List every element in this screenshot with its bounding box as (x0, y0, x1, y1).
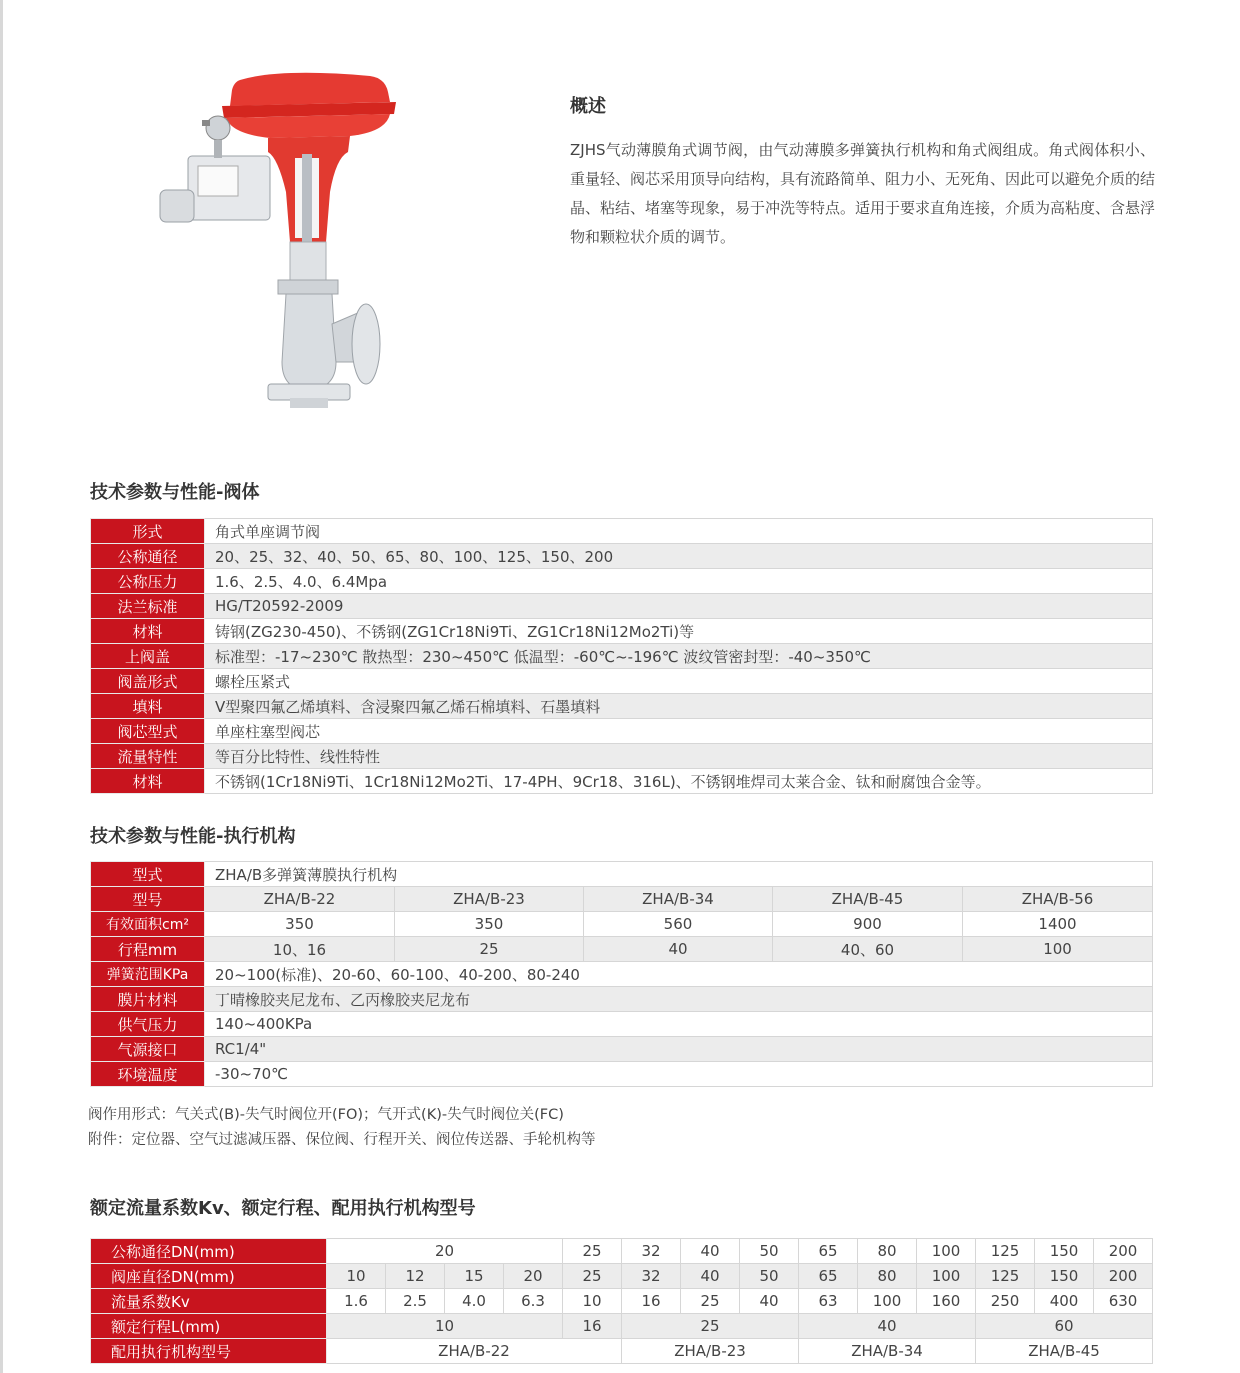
dn-cell: 32 (622, 1239, 681, 1264)
kv-cell: 63 (799, 1289, 858, 1314)
seat-cell: 50 (740, 1264, 799, 1289)
row-label: 阀盖形式 (91, 669, 205, 694)
table-row (91, 862, 1153, 887)
rated-stroke-cell: 25 (622, 1314, 799, 1339)
dn-cell: 80 (858, 1239, 917, 1264)
dn-cell: 50 (740, 1239, 799, 1264)
row-value: V型聚四氟乙烯填料、含浸聚四氟乙烯石棉填料、石墨填料 (205, 694, 1153, 719)
row-value: ZHA/B多弹簧薄膜执行机构 (205, 862, 1153, 887)
kv-section-title: 额定流量系数Kv、额定行程、配用执行机构型号 (90, 1198, 476, 1219)
area-cell: 350 (205, 912, 395, 937)
kv-cell: 40 (740, 1289, 799, 1314)
row-label: 弹簧范围KPa (91, 962, 205, 987)
stroke-cell: 25 (395, 937, 584, 962)
valve-body-section-title: 技术参数与性能-阀体 (90, 482, 260, 503)
row-value: -30~70℃ (205, 1062, 1153, 1087)
table-row (91, 962, 1153, 987)
dn-cell: 150 (1035, 1239, 1094, 1264)
rated-stroke-cell: 60 (976, 1314, 1153, 1339)
actuator-spec-table (90, 861, 1153, 1087)
row-value: 等百分比特性、线性特性 (205, 744, 1153, 769)
row-label: 材料 (91, 769, 205, 794)
row-value: 丁晴橡胶夹尼龙布、乙丙橡胶夹尼龙布 (205, 987, 1153, 1012)
row-label: 有效面积cm² (91, 912, 205, 937)
table-row (91, 569, 1153, 594)
valve-body-spec-table (90, 518, 1153, 794)
model-cell: ZHA/B-45 (773, 887, 963, 912)
table-row (91, 912, 1153, 937)
row-label: 材料 (91, 619, 205, 644)
table-row (91, 719, 1153, 744)
table-row (91, 1289, 1153, 1314)
row-label: 公称通径DN(mm) (91, 1239, 327, 1264)
actuator-model-cell: ZHA/B-34 (799, 1339, 976, 1364)
action-form-note: 阀作用形式：气关式(B)-失气时阀位开(FO)；气开式(K)-失气时阀位关(FC) (88, 1107, 564, 1123)
seat-cell: 100 (917, 1264, 976, 1289)
valve-product-image (150, 62, 410, 432)
kv-cell: 100 (858, 1289, 917, 1314)
row-value: 20、25、32、40、50、65、80、100、125、150、200 (205, 544, 1153, 569)
stroke-cell: 40 (584, 937, 773, 962)
row-value: 角式单座调节阀 (205, 519, 1153, 544)
actuator-model-cell: ZHA/B-22 (327, 1339, 622, 1364)
table-row (91, 1264, 1153, 1289)
table-row (91, 987, 1153, 1012)
row-label: 法兰标准 (91, 594, 205, 619)
table-row (91, 619, 1153, 644)
table-row (91, 769, 1153, 794)
table-row (91, 1037, 1153, 1062)
dn-cell: 125 (976, 1239, 1035, 1264)
side-flange (352, 304, 380, 384)
row-value: 标准型：-17~230℃ 散热型：230~450℃ 低温型：-60℃~-196℃ 波纹管密封型：-40~350℃ (205, 644, 1153, 669)
seat-cell: 65 (799, 1264, 858, 1289)
rated-stroke-cell: 10 (327, 1314, 563, 1339)
kv-cell: 630 (1094, 1289, 1153, 1314)
model-cell: ZHA/B-34 (584, 887, 773, 912)
row-value: HG/T20592-2009 (205, 594, 1153, 619)
table-row (91, 887, 1153, 912)
valve-body (282, 294, 336, 388)
row-value: 20~100(标准)、20-60、60-100、40-200、80-240 (205, 962, 1153, 987)
row-label: 气源接口 (91, 1037, 205, 1062)
kv-cell: 160 (917, 1289, 976, 1314)
area-cell: 350 (395, 912, 584, 937)
row-label: 阀芯型式 (91, 719, 205, 744)
row-value: 1.6、2.5、4.0、6.4Mpa (205, 569, 1153, 594)
row-label: 环境温度 (91, 1062, 205, 1087)
dn-cell: 200 (1094, 1239, 1153, 1264)
row-label: 额定行程L(mm) (91, 1314, 327, 1339)
seat-cell: 125 (976, 1264, 1035, 1289)
page-left-border (0, 0, 3, 1373)
table-row (91, 594, 1153, 619)
row-value: RC1/4" (205, 1037, 1153, 1062)
row-value: 单座柱塞型阀芯 (205, 719, 1153, 744)
stroke-cell: 40、60 (773, 937, 963, 962)
table-row (91, 1239, 1153, 1264)
table-row (91, 644, 1153, 669)
table-row (91, 1314, 1153, 1339)
overview-text: ZJHS气动薄膜角式调节阀，由气动薄膜多弹簧执行机构和角式阀组成。角式阀体积小、重量轻、阀芯采用顶导向结构，具有流路简单、阻力小、无死角、因此可以避免介质的结晶、粘结、堵塞等现象，易于冲洗等特点。适用于要求直角连接，介质为高粘度、含悬浮物和颗粒状介质的调节。 (570, 141, 1156, 246)
dn-cell: 20 (327, 1239, 563, 1264)
row-label: 形式 (91, 519, 205, 544)
kv-cell: 6.3 (504, 1289, 563, 1314)
kv-cell: 400 (1035, 1289, 1094, 1314)
rated-stroke-cell: 40 (799, 1314, 976, 1339)
kv-cell: 16 (622, 1289, 681, 1314)
row-label: 流量系数Kv (91, 1289, 327, 1314)
seat-cell: 80 (858, 1264, 917, 1289)
seat-cell: 150 (1035, 1264, 1094, 1289)
seat-cell: 10 (327, 1264, 386, 1289)
bonnet (290, 242, 326, 282)
row-label: 膜片材料 (91, 987, 205, 1012)
notes (88, 1103, 596, 1153)
model-cell: ZHA/B-23 (395, 887, 584, 912)
bottom-flange (268, 384, 350, 400)
row-label: 型式 (91, 862, 205, 887)
actuator-model-cell: ZHA/B-45 (976, 1339, 1153, 1364)
table-row (91, 1339, 1153, 1364)
row-label: 公称压力 (91, 569, 205, 594)
row-value: 铸钢(ZG230-450)、不锈钢(ZG1Cr18Ni9Ti、ZG1Cr18Ni12Mo2Ti)等 (205, 619, 1153, 644)
seat-cell: 12 (386, 1264, 445, 1289)
accessories-note: 附件：定位器、空气过滤减压器、保位阀、行程开关、阀位传送器、手轮机构等 (88, 1132, 596, 1148)
dn-cell: 25 (563, 1239, 622, 1264)
kv-cell: 10 (563, 1289, 622, 1314)
row-label: 配用执行机构型号 (91, 1339, 327, 1364)
table-row (91, 544, 1153, 569)
row-label: 公称通径 (91, 544, 205, 569)
row-value: 140~400KPa (205, 1012, 1153, 1037)
seat-cell: 40 (681, 1264, 740, 1289)
table-row (91, 744, 1153, 769)
row-value: 螺栓压紧式 (205, 669, 1153, 694)
actuator-housing (230, 73, 390, 106)
overview-title: 概述 (570, 96, 606, 117)
model-cell: ZHA/B-56 (963, 887, 1153, 912)
seat-cell: 15 (445, 1264, 504, 1289)
table-row (91, 669, 1153, 694)
dn-cell: 100 (917, 1239, 976, 1264)
row-label: 上阀盖 (91, 644, 205, 669)
seat-cell: 200 (1094, 1264, 1153, 1289)
seat-cell: 32 (622, 1264, 681, 1289)
kv-cell: 25 (681, 1289, 740, 1314)
row-value: 不锈钢(1Cr18Ni9Ti、1Cr18Ni12Mo2Ti、17-4PH、9Cr18、316L)、不锈钢堆焊司太莱合金、钛和耐腐蚀合金等。 (205, 769, 1153, 794)
row-label: 供气压力 (91, 1012, 205, 1037)
row-label: 流量特性 (91, 744, 205, 769)
table-row (91, 937, 1153, 962)
actuator-section-title: 技术参数与性能-执行机构 (90, 826, 296, 847)
row-label: 行程mm (91, 937, 205, 962)
kv-cell: 1.6 (327, 1289, 386, 1314)
area-cell: 560 (584, 912, 773, 937)
row-label: 阀座直径DN(mm) (91, 1264, 327, 1289)
area-cell: 900 (773, 912, 963, 937)
kv-spec-table (90, 1238, 1153, 1364)
row-label: 填料 (91, 694, 205, 719)
stroke-cell: 10、16 (205, 937, 395, 962)
dn-cell: 40 (681, 1239, 740, 1264)
rated-stroke-cell: 16 (563, 1314, 622, 1339)
row-label: 型号 (91, 887, 205, 912)
kv-cell: 4.0 (445, 1289, 504, 1314)
table-row (91, 1012, 1153, 1037)
actuator-model-cell: ZHA/B-23 (622, 1339, 799, 1364)
stroke-cell: 100 (963, 937, 1153, 962)
model-cell: ZHA/B-22 (205, 887, 395, 912)
kv-cell: 2.5 (386, 1289, 445, 1314)
table-row (91, 519, 1153, 544)
table-row (91, 1062, 1153, 1087)
area-cell: 1400 (963, 912, 1153, 937)
dn-cell: 65 (799, 1239, 858, 1264)
table-row (91, 694, 1153, 719)
kv-cell: 250 (976, 1289, 1035, 1314)
seat-cell: 25 (563, 1264, 622, 1289)
seat-cell: 20 (504, 1264, 563, 1289)
